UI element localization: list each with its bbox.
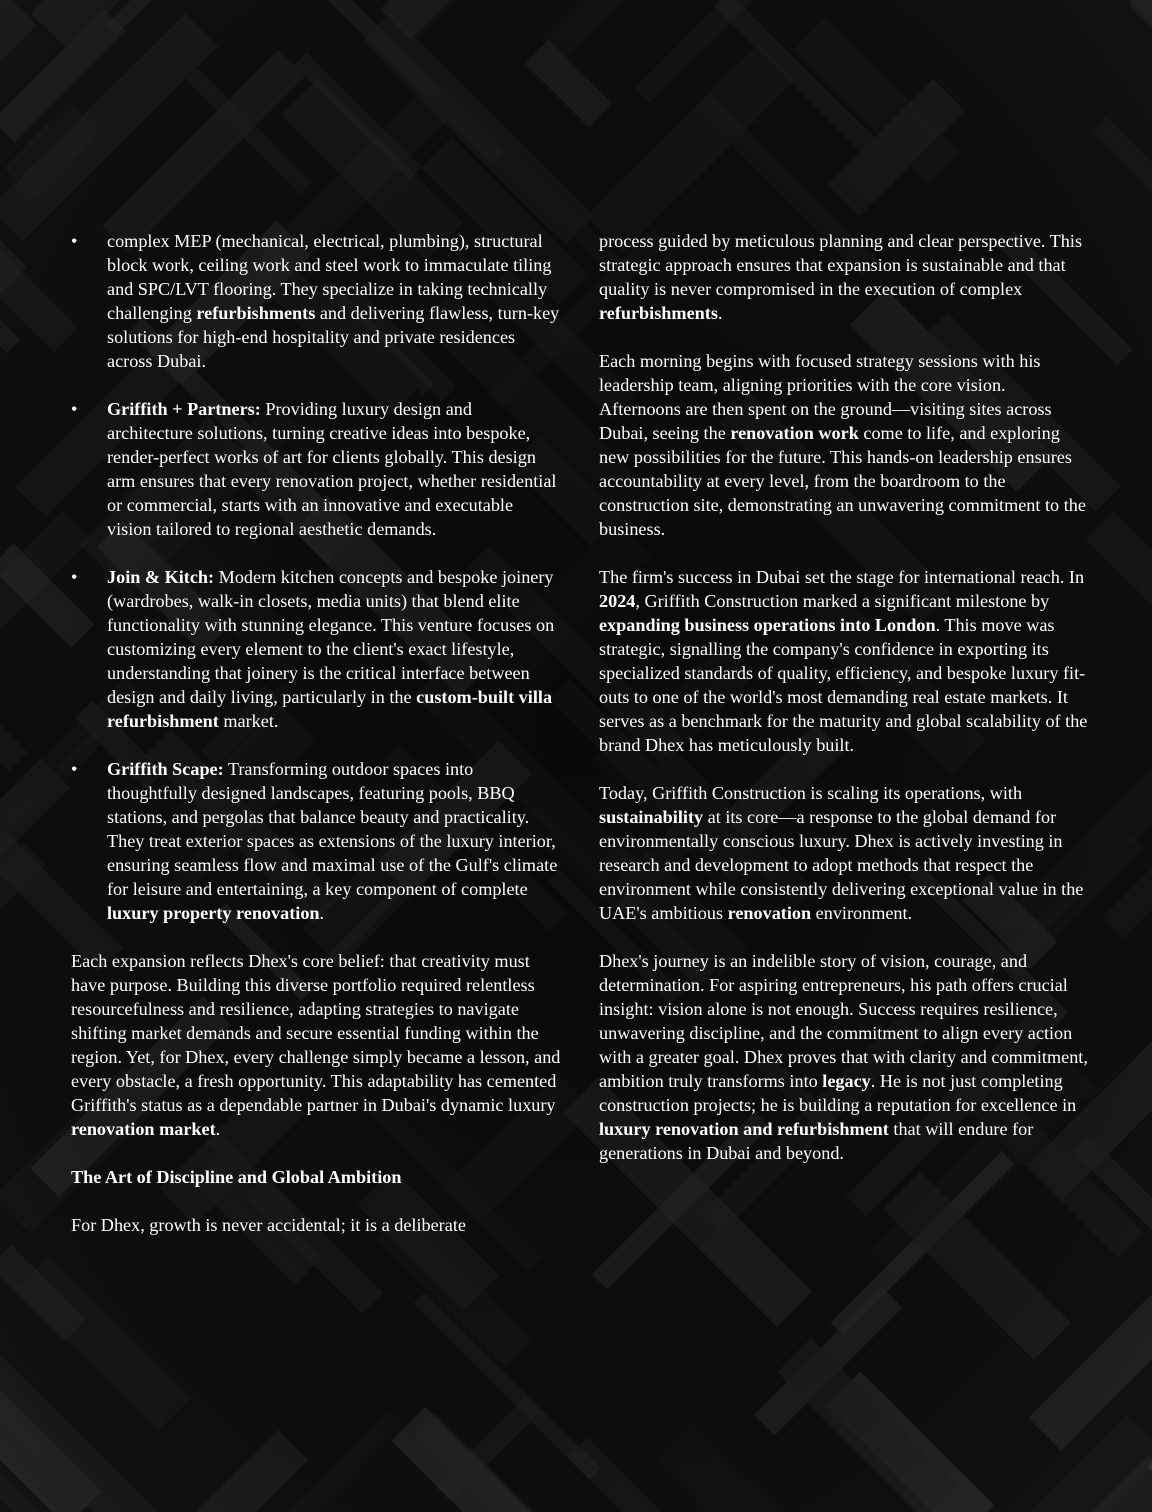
paragraph-text: at its core—a response to the global demand for environmentally conscious luxury. Dhex is actively investing in research and development to adopt methods that respect the environment while consistently delivering exceptional value in the UAE's ambitious xyxy=(599,807,1084,923)
body-paragraph xyxy=(599,781,1089,925)
paragraph-text: . xyxy=(215,1119,221,1139)
bullet-bold-text: refurbishments xyxy=(196,303,316,323)
bullet-bold-text: custom-built villa refurbishment xyxy=(107,687,553,731)
bullet-text: Modern kitchen concepts and bespoke joinery (wardrobes, walk-in closets, media units) that blend elite functionality with stunning elegance. This venture focuses on customizing every element to the client's exact lifestyle, understanding that joinery is the critical interface between design and daily living, particularly in the xyxy=(107,567,555,707)
bullet-bold-text: Griffith Scape: xyxy=(107,759,224,779)
expansion-paragraph xyxy=(71,949,561,1141)
paragraph-text: environment. xyxy=(811,903,913,923)
bullet-text: and delivering flawless, turn-key solutions for high-end hospitality and private residences across Dubai. xyxy=(107,303,560,371)
service-bullet-list xyxy=(71,229,561,925)
bullet-icon: • xyxy=(71,399,78,419)
paragraph-bold-text: renovation work xyxy=(730,423,859,443)
paragraph-text: process guided by meticulous planning and clear perspective. This strategic approach ensures that expansion is sustainable and that quality is never compromised in the execution of complex xyxy=(599,231,1083,299)
paragraph-text: come to life, and exploring new possibilities for the future. This hands-on leadership ensures accountability at every level, from the boardroom to the construction site, demonstrating an unwavering commitment to the business. xyxy=(599,423,1086,539)
body-paragraph xyxy=(599,349,1089,541)
bullet-text: Transforming outdoor spaces into thoughtfully designed landscapes, featuring pools, BBQ stations, and pergolas that balance beauty and practicality. They treat exterior spaces as extensions of the luxury interior, ensuring seamless flow and maximal use of the Gulf's climate for leisure and entertaining, a key component of complete xyxy=(107,759,558,899)
body-paragraph xyxy=(599,229,1089,325)
paragraph-text: Dhex's journey is an indelible story of vision, courage, and determination. For aspiring entrepreneurs, his path offers crucial insight: vision alone is not enough. Success requires resilience, unwavering discipline, and the commitment to align every action with a greater goal. Dhex proves that with clarity and commitment, ambition truly transforms into xyxy=(599,951,1088,1091)
bullet-bold-text: luxury property renovation xyxy=(107,903,320,923)
paragraph-text: Each morning begins with focused strategy sessions with his leadership team, aligning priorities with the core vision. Afternoons are then spent on the ground—visiting sites across Dubai, seeing the xyxy=(599,351,1052,443)
paragraph-text: that will endure for generations in Dubai and beyond. xyxy=(599,1119,1034,1163)
paragraph-bold-text: 2024 xyxy=(599,591,636,611)
bullet-text: market. xyxy=(218,711,279,731)
paragraph-bold-text: renovation market xyxy=(71,1119,216,1139)
paragraph-text: , Griffith Construction marked a significant milestone by xyxy=(635,591,1050,611)
body-paragraph xyxy=(599,565,1089,757)
paragraph-text: The firm's success in Dubai set the stage for international reach. In xyxy=(599,567,1085,587)
body-paragraph xyxy=(599,949,1089,1165)
closing-text: For Dhex, growth is never accidental; it is a deliberate xyxy=(71,1215,466,1235)
left-column xyxy=(71,229,561,1237)
paragraph-bold-text: renovation xyxy=(727,903,812,923)
paragraph-bold-text: sustainability xyxy=(599,807,704,827)
bullet-bold-text: Griffith + Partners: xyxy=(107,399,261,419)
paragraph-text: . This move was strategic, signalling the company's confidence in exporting its specialized standards of quality, efficiency, and bespoke luxury fit-outs to one of the world's most demanding real estate markets. It serves as a benchmark for the maturity and global scalability of the brand Dhex has meticulously built. xyxy=(599,615,1088,755)
bullet-icon: • xyxy=(71,231,78,251)
bullet-text: Providing luxury design and architecture solutions, turning creative ideas into bespoke, render-perfect works of art for clients globally. This design arm ensures that every renovation project, whether residential or commercial, starts with an innovative and executable vision tailored to regional aesthetic demands. xyxy=(107,399,557,539)
bullet-bold-text: Join & Kitch: xyxy=(107,567,215,587)
service-bullet-item xyxy=(71,229,561,373)
paragraph-bold-text: luxury renovation and refurbishment xyxy=(599,1119,889,1139)
bullet-text: . xyxy=(319,903,325,923)
bullet-icon: • xyxy=(71,759,78,779)
paragraph-bold-text: expanding business operations into London xyxy=(599,615,936,635)
paragraph-text: . xyxy=(717,303,723,323)
paragraph-text: Each expansion reflects Dhex's core belief: that creativity must have purpose. Building this diverse portfolio required relentless resourcefulness and resilience, adapting strategies to navigate shifting market demands and secure essential funding within the region. Yet, for Dhex, every challenge simply became a lesson, and every obstacle, a fresh opportunity. This adaptability has cemented Griffith's status as a dependable partner in Dubai's dynamic luxury xyxy=(71,951,561,1115)
bullet-text: complex MEP (mechanical, electrical, plumbing), structural block work, ceiling work and steel work to immaculate tiling and SPC/LVT flooring. They specialize in taking technically challenging xyxy=(107,231,552,323)
service-bullet-item xyxy=(71,757,561,925)
paragraph-bold-text: refurbishments xyxy=(599,303,718,323)
service-bullet-item xyxy=(71,397,561,541)
paragraph-text: Today, Griffith Construction is scaling its operations, with xyxy=(599,783,1023,803)
right-column xyxy=(599,229,1089,1189)
paragraph-bold-text: legacy xyxy=(822,1071,871,1091)
bullet-icon: • xyxy=(71,567,78,587)
service-bullet-item xyxy=(71,565,561,733)
section-heading: The Art of Discipline and Global Ambition xyxy=(71,1167,402,1187)
paragraph-text: . He is not just completing construction projects; he is building a reputation for excellence in xyxy=(599,1071,1077,1115)
